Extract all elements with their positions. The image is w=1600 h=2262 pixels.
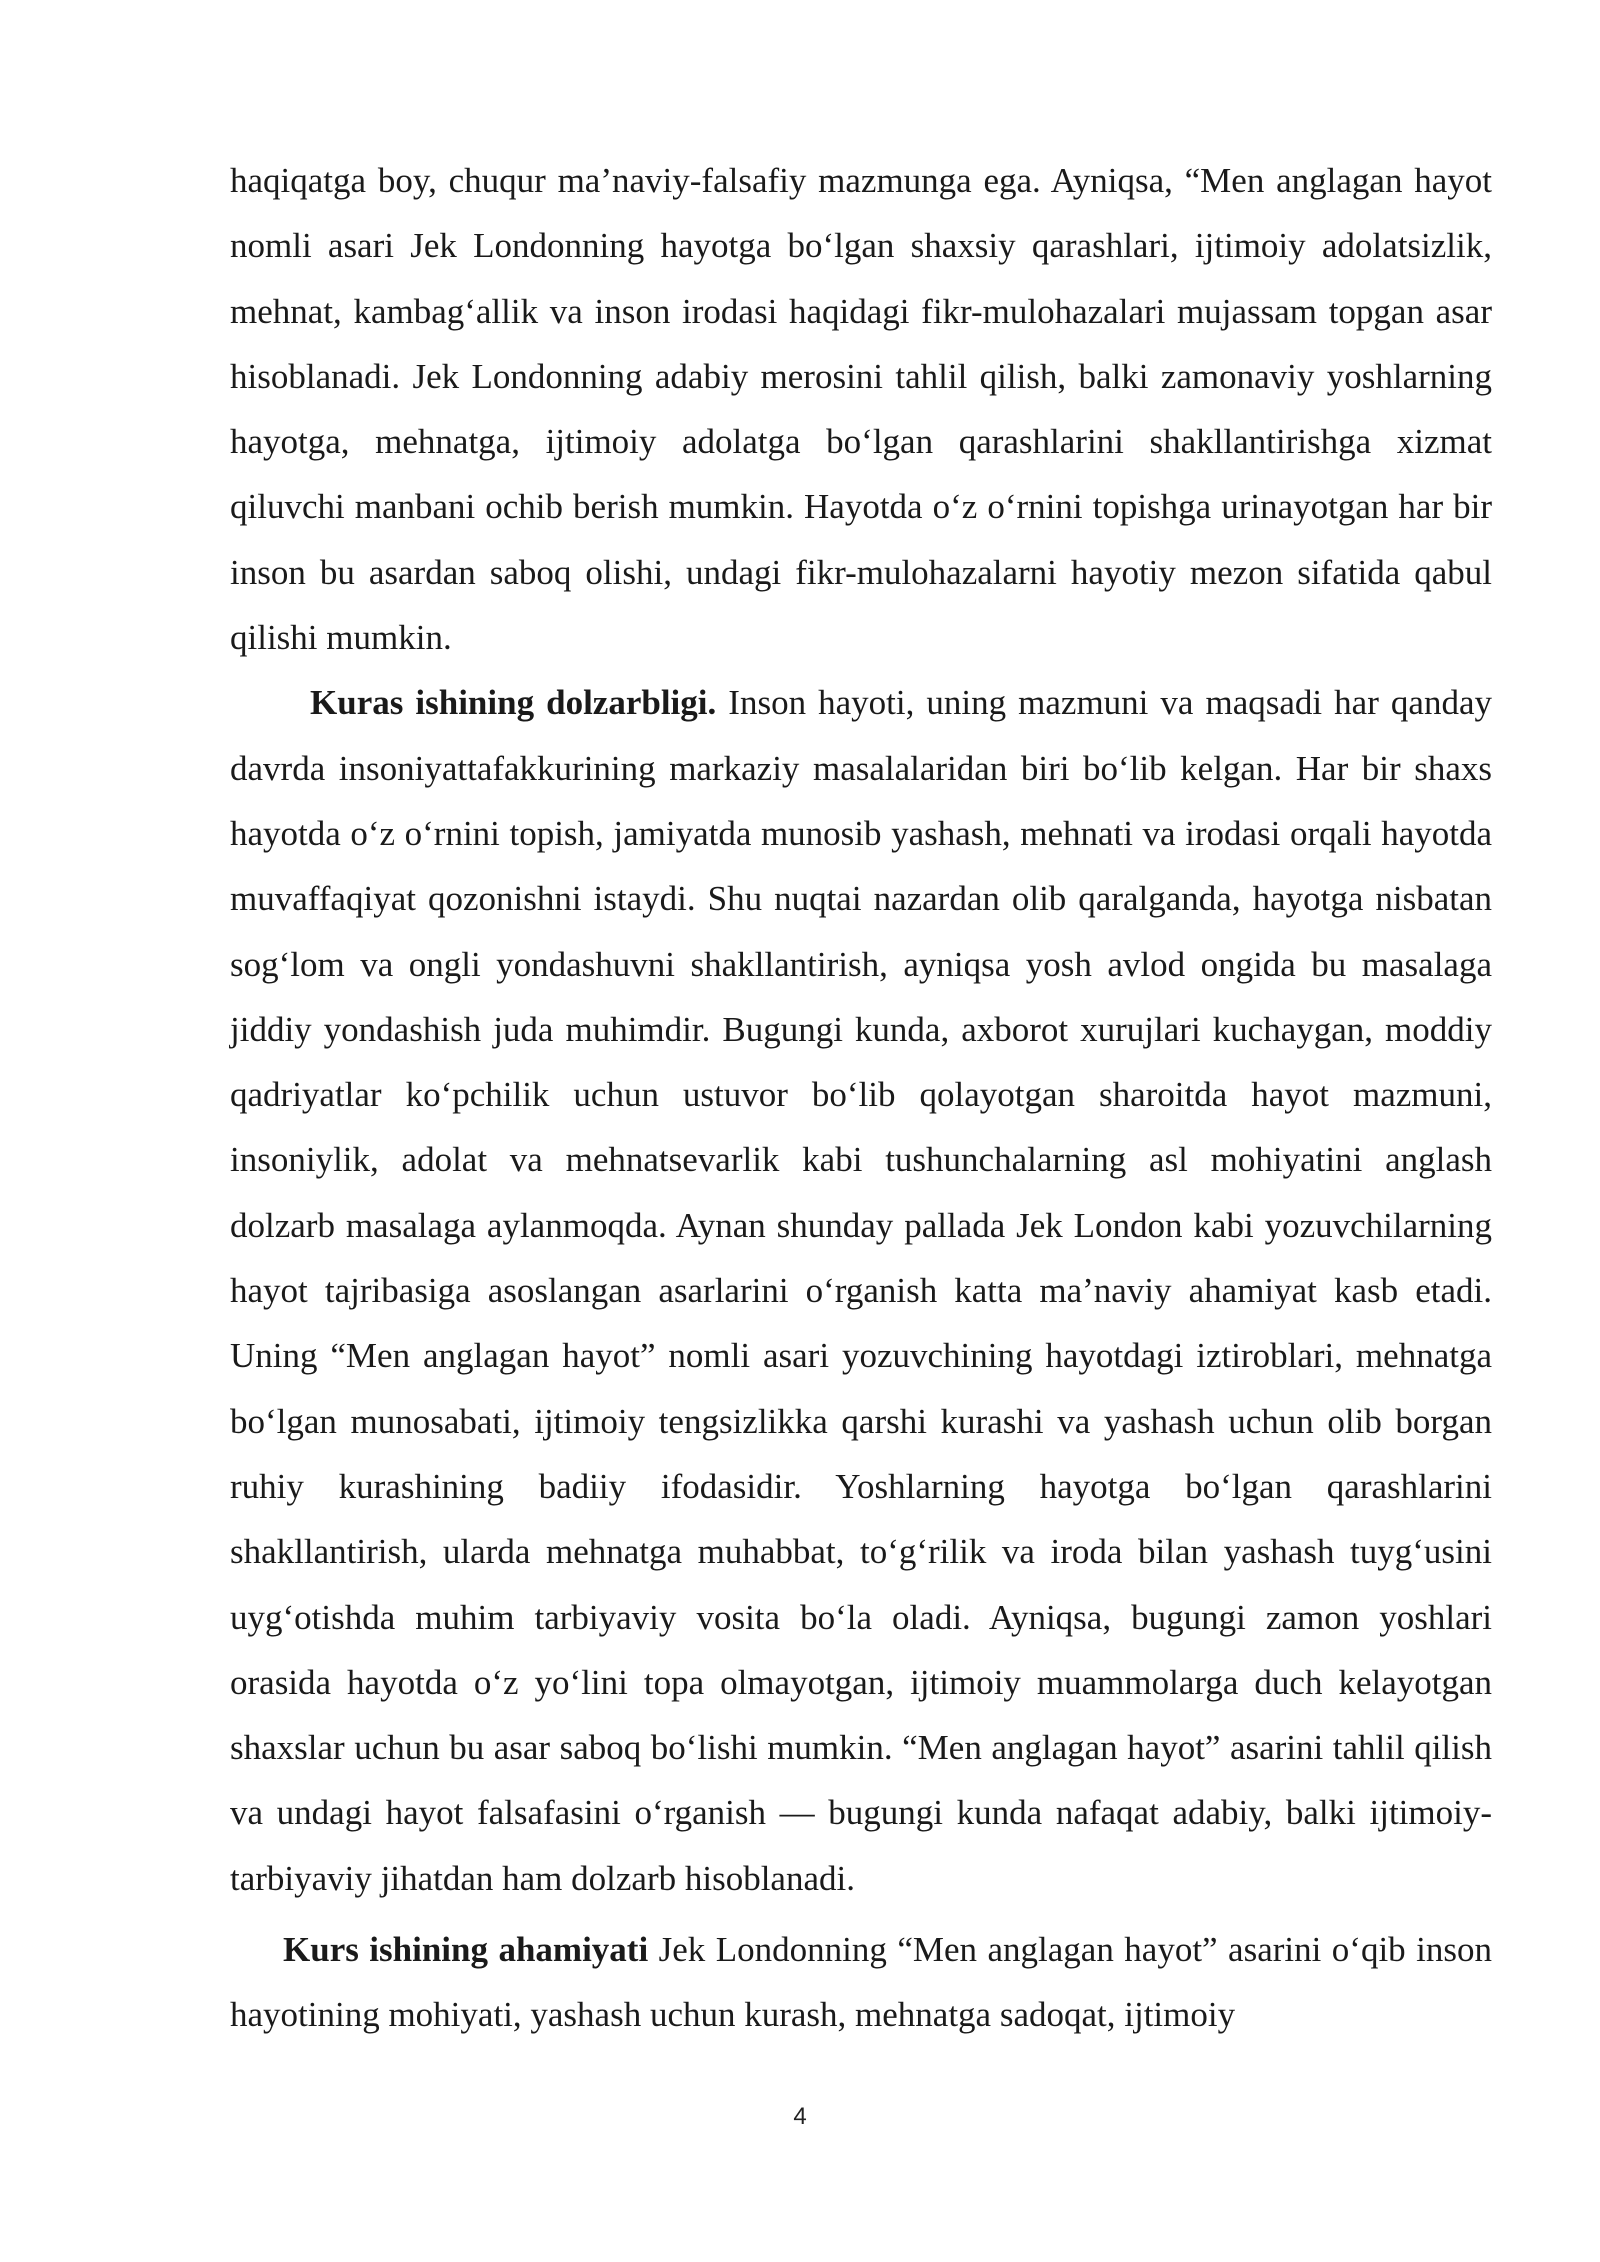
document-body: [230, 148, 1492, 2048]
significance-paragraph: [230, 1917, 1492, 2048]
significance-paragraph-text: Jek Londonning “Men anglagan hayot” asarini o‘qib inson hayotining mohiyati, yashash uchun kurash, mehnatga sadoqat, ijtimoiy: [230, 1930, 1492, 2035]
intro-paragraph: [230, 148, 1492, 670]
page-number: 4: [793, 2103, 807, 2130]
relevance-paragraph-text: Inson hayoti, uning mazmuni va maqsadi har qanday davrda insoniyattafakkurining markaziy masalalaridan biri bo‘lib kelgan. Har bir shaxs hayotda o‘z o‘rnini topish, jamiyatda munosib yashash, mehnati va irodasi orqali hayotda muvaffaqiyat qozonishni istaydi. Shu nuqtai nazardan olib qaralganda, hayotga nisbatan sog‘lom va ongli yondashuvni shakllantirish, ayniqsa yosh avlod ongida bu masalaga jiddiy yondashish juda muhimdir. Bugungi kunda, axborot xurujlari kuchaygan, moddiy qadriyatlar ko‘pchilik uchun ustuvor bo‘lib qolayotgan sharoitda hayot mazmuni, insoniylik, adolat va mehnatsevarlik kabi tushunchalarning asl mohiyatini anglash dolzarb masalaga aylanmoqda. Aynan shunday pallada Jek London kabi yozuvchilarning hayot tajribasiga asoslangan asarlarini o‘rganish katta ma’naviy ahamiyat kasb etadi. Uning “Men anglagan hayot” nomli asari yozuvchining hayotdagi iztiroblari, mehnatga bo‘lgan munosabati, ijtimoiy tengsizlikka qarshi kurashi va yashash uchun olib borgan ruhiy kurashining badiiy ifodasidir. Yoshlarning hayotga bo‘lgan qarashlarini shakllantirish, ularda mehnatga muhabbat, to‘g‘rilik va iroda bilan yashash tuyg‘usini uyg‘otishda muhim tarbiyaviy vosita bo‘la oladi. Ayniqsa, bugungi zamon yoshlari orasida hayotda o‘z yo‘lini topa olmayotgan, ijtimoiy muammolarga duch kelayotgan shaxslar uchun bu asar saboq bo‘lishi mumkin. “Men anglagan hayot” asarini tahlil qilish va undagi hayot falsafasini o‘rganish — bugungi kunda nafaqat adabiy, balki ijtimoiy-tarbiyaviy jihatdan ham dolzarb hisoblanadi.: [230, 683, 1492, 1898]
intro-paragraph-text: haqiqatga boy, chuqur ma’naviy-falsafiy mazmunga ega. Ayniqsa, “Men anglagan hayot nomli asari Jek Londonning hayotga bo‘lgan shaxsiy qarashlari, ijtimoiy adolatsizlik, mehnat, kambag‘allik va inson irodasi haqidagi fikr-mulohazalari mujassam topgan asar hisoblanadi. Jek Londonning adabiy merosini tahlil qilish, balki zamonaviy yoshlarning hayotga, mehnatga, ijtimoiy adolatga bo‘lgan qarashlarini shakllantirishga xizmat qiluvchi manbani ochib berish mumkin. Hayotda o‘z o‘rnini topishga urinayotgan har bir inson bu asardan saboq olishi, undagi fikr-mulohazalarni hayotiy mezon sifatida qabul qilishi mumkin.: [230, 161, 1492, 658]
relevance-heading: Kuras ishining dolzarbligi.: [310, 683, 717, 723]
relevance-paragraph: [230, 670, 1492, 1911]
significance-heading: Kurs ishining ahamiyati: [283, 1930, 649, 1970]
